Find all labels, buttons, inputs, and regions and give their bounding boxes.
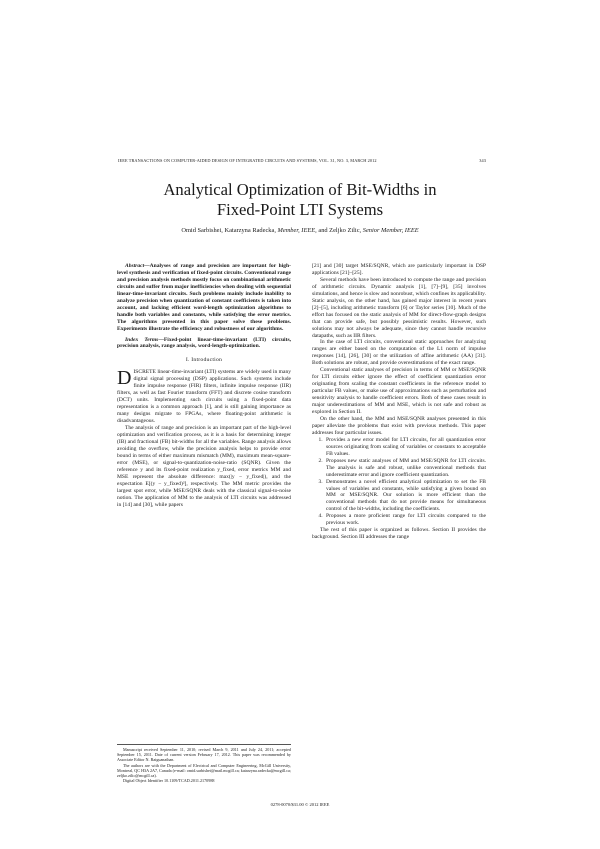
footnote-doi: Digital Object Identifier 10.1109/TCAD.2011.2170988 [123,778,215,784]
contributions-list [312,437,486,527]
author-role-2: Senior Member, IEEE [362,227,419,234]
author-list [100,227,500,234]
footnote-affiliation: The authors are with the Department of Electrical and Computer Engineering, McGill University, Montreal, QC H3A 2A7, Canada (e-mail: omid.sarbishei@mail.mcgill.ca; katarzyna.radecka@mcgill.ca; zeljko.zilic@mcgill.ca). [117,762,291,779]
journal-name: IEEE TRANSACTIONS ON COMPUTER-AIDED DESIGN OF INTEGRATED CIRCUITS AND SYSTEMS, VOL. 31, NO. 3, MARCH 2012 [118,158,377,163]
list-item: 4. Proposes a more proficient range for LTI circuits compared to the previous work. [324,513,486,527]
index-terms-label: Index Terms [125,336,159,343]
title-line-2: Fixed-Point LTI Systems [216,200,384,219]
page-number: 343 [479,158,486,163]
right-paragraph-4: On the other hand, the MM and MSE/SQNR analyses presented in this paper alleviate the problems that exist with previous methods. This paper addresses four particular issues. [312,415,486,436]
section-heading-introduction: I. Introduction [185,357,223,364]
copyright-line: 0278-0070/$31.00 © 2012 IEEE [270,802,330,807]
author-names: Omid Sarbishei, Katarzyna Radecka, [181,227,276,234]
left-column [117,263,291,508]
author-role-1: Member, IEEE, [277,227,317,234]
index-terms [117,337,291,351]
footnote [117,744,291,783]
title-line-1: Analytical Optimization of Bit-Widths in [163,180,437,199]
right-paragraph-0: [21] and [30] target MSE/SQNR, which are particularly important in DSP applications [21]–[25]. [312,263,486,276]
intro-paragraph-1 [117,369,291,425]
abstract-text: —Analyses of range and precision are important for high-level synthesis and verification of fixed-point circuits. Conventional range and precision analysis methods mostly focus on combinational arithmetic circuits and suffer from major inefficiencies when dealing with sequential linear-time-invariant circuits. Such problems mainly include inability to analyze precision when quantization of constant coefficients is taken into account, and lacking efficient word-length optimization algorithms to handle both variables and constants, while satisfying the error metrics. The algorithms presented in this paper solve these problems. Experiments illustrate the efficiency and robustness of our algorithms. [117,263,291,332]
list-item: 1. Provides a new error model for LTI circuits, for all quantization error sources originating from scaling of variables or constants to acceptable FB values. [324,437,486,458]
right-paragraph-1: Several methods have been introduced to compute the range and precision of arithmetic circuits. Dynamic analysis [1], [7]–[9], [35] involves simulations, and hence is slow and nonrobust, which confines its applicability. Static analysis, on the other hand, has gained major interest in recent years [2]–[5], including arithmetic transform [6] or Taylor series [10]. Much of the effort has focused on the static analysis of MM for direct-flow-graph designs that can provide safe, but possibly pessimistic results. However, such solutions may not always be adequate, since they cannot handle recursive datapaths, such as IIR filters. [312,276,486,339]
index-terms-text: —Fixed-point linear-time-invariant (LTI) circuits, precision analysis, range analysis, word-length-optimization. [117,336,291,350]
list-item: 2. Proposes new static analyses of MM and MSE/SQNR for LTI circuits. The analysis is safe and robust, unlike conventional methods that underestimate error and ignore coefficient quantization. [324,458,486,479]
drop-cap: D [117,367,132,390]
abstract [117,263,291,333]
right-paragraph-5: The rest of this paper is organized as follows. Section II provides the background. Section III addresses the range [312,527,486,541]
right-paragraph-3: Conventional static analyses of precision in terms of MM or MSE/SQNR for LTI circuits either ignore the effect of coefficient quantization error originating from scaling the constant coefficients in the reference model to particular FB values, or make use of approximations such as perturbation and sensitivity analysis to handle coefficient errors. Both of these cases result in major underestimations of MM and MSE, which is not safe and robust as explored in Section II. [312,367,486,416]
intro-paragraph-1-text: ISCRETE linear-time-invariant (LTI) systems are widely used in many digital signal processing (DSP) applications. Such systems include finite impulse response (FIR) filters, infinite impulse response (IIR) filters, as well as fast Fourier transform (FFT) and discrete cosine transform (DCT) units. Implementing such circuits using a fixed-point data representation is a common approach [1], and is still gaining importance as many designs migrate to FPGAs, where floating-point arithmetic is disadvantageous. [117,369,291,425]
paper-title [100,180,500,220]
right-column [312,263,486,541]
intro-paragraph-2: The analysis of range and precision is an important part of the high-level optimization and verification process, as it is a basis for determining integer (IB) and fractional (FB) bit-widths for all the variables. Range analysis allows avoiding the overflow, while the precision analysis helps to provide error bound in terms of either maximum mismatch (MM), maximum mean-square-error (MSE), or signal-to-quantization-noise-ratio (SQNR). Given the reference y and its fixed-point realization y_fixed, error metrics MM and MSE represent the absolute difference: max(|y − y_fixed|), and the expectation E[(y − y_fixed)²], respectively. The MM metric provides the largest spot error, while MSE/SQNR deals with the classical signal-to-noise notion. The application of MM to the analysis of LTI circuits was addressed in [14] and [30], while papers [117,425,291,508]
author-last: and Zeljko Zilic, [318,227,362,234]
right-paragraph-2: In the case of LTI circuits, conventional static approaches for analyzing ranges are either based on the computation of the L1 norm of impulse responses [14], [26], [30] or the utilization of affine arithmetic (AA) [31]. Both solutions are robust, and provide overestimations of the exact range. [312,339,486,367]
footnote-manuscript: Manuscript received September 11, 2010; revised March 9, 2011 and July 24, 2011; accepted September 15, 2011. Date of current version February 17, 2012. This paper was recommended by Associate Editor N. Raiguanathan. [117,747,291,763]
list-item: 3. Demonstrates a novel efficient analytical optimization to set the FB values of variables and constants, while satisfying a given bound on MM or MSE/SQNR. Our solution is more efficient than the conventional methods that do not provide means for simultaneous control of the bit-widths, including the coefficients. [324,479,486,514]
abstract-label: Abstract [125,263,145,269]
running-header [118,158,486,163]
